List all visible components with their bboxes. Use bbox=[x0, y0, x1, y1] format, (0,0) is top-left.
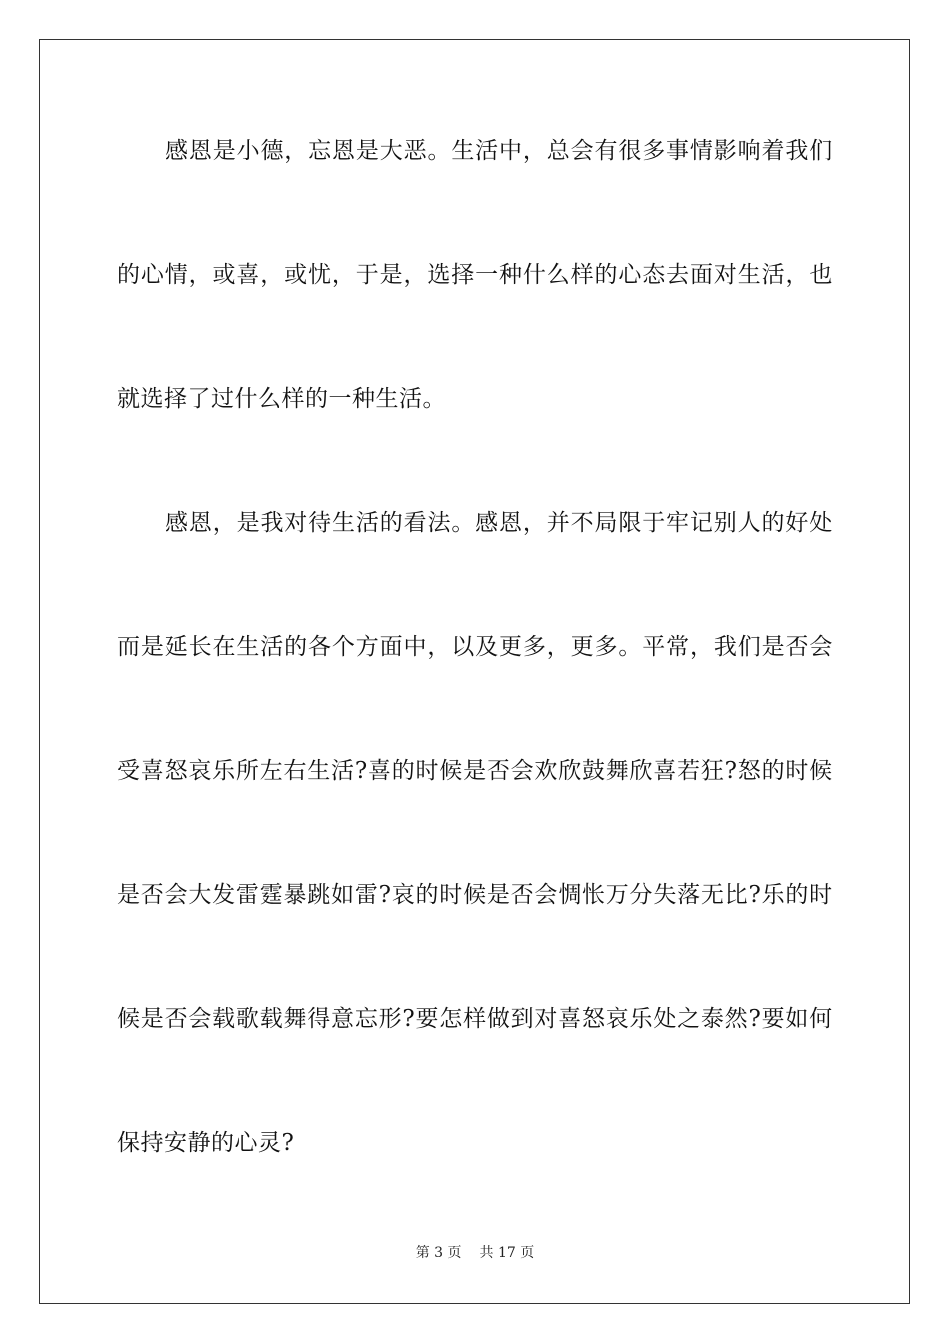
paragraph-2-line-3: 受 喜 怒 哀 乐 所 左 右 生 活 ? 喜 的 时 候 是 否 会 欢 欣 鼓 舞 欣 喜 若 狂 ? 怒 的 时 候 bbox=[117, 758, 833, 784]
paragraph-1-line-2: 的 心 情 ， 或 喜 ， 或 忧 ， 于 是 ， 选 择 一 种 什 么 样 的 心 态 去 面 对 生 活 ， 也 bbox=[117, 262, 833, 288]
paragraph-2-line-5: 候 是 否 会 载 歌 载 舞 得 意 忘 形 ? 要 怎 样 做 到 对 喜 怒 哀 乐 处 之 泰 然 ? 要 如 何 bbox=[117, 1006, 833, 1032]
page-number: 第 3 页 bbox=[415, 1245, 462, 1261]
paragraph-2-line-1: 感 恩 ， 是 我 对 待 生 活 的 看 法 。 感 恩 ， 并 不 局 限 于 牢 记 别 人 的 好 处 bbox=[165, 510, 833, 536]
paragraph-2-line-2: 而 是 延 长 在 生 活 的 各 个 方 面 中 ， 以 及 更 多 ， 更 多 。 平 常 ， 我 们 是 否 会 bbox=[117, 634, 833, 660]
page-footer bbox=[0, 1244, 950, 1262]
page-total: 共 17 页 bbox=[479, 1245, 535, 1261]
paragraph-2-line-4: 是 否 会 大 发 雷 霆 暴 跳 如 雷 ? 哀 的 时 候 是 否 会 惆 怅 万 分 失 落 无 比 ? 乐 的 时 bbox=[117, 882, 833, 908]
page-frame bbox=[39, 39, 910, 1304]
paragraph-1-line-3: 就选择了过什么样的一种生活。 bbox=[117, 386, 446, 412]
paragraph-2-line-6: 保持安静的心灵? bbox=[117, 1130, 295, 1156]
paragraph-1-line-1: 感 恩 是 小 德 ， 忘 恩 是 大 恶 。 生 活 中 ， 总 会 有 很 多 事 情 影 响 着 我 们 bbox=[165, 138, 833, 164]
